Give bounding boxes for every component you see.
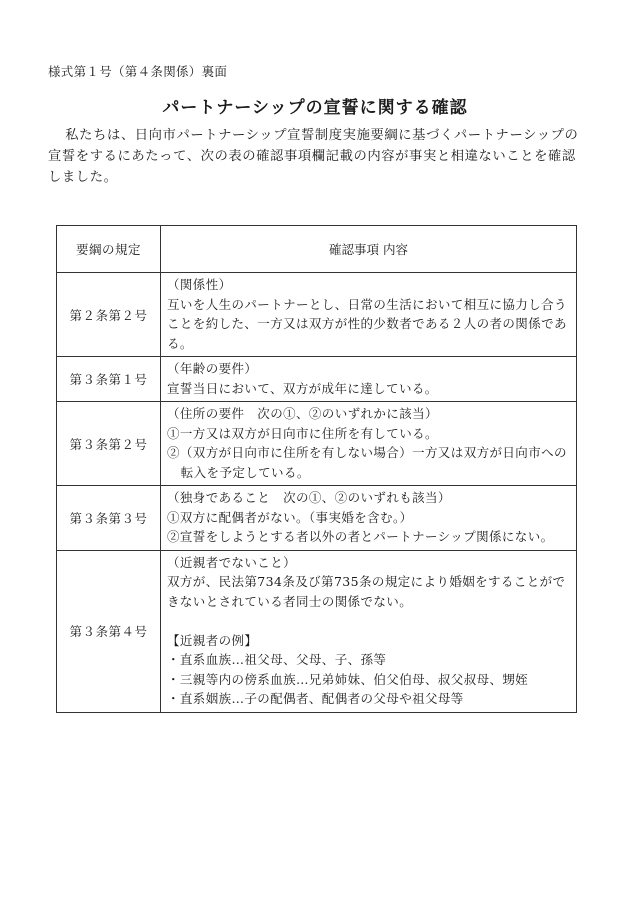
intro-paragraph: 私たちは、日向市パートナーシップ宣誓制度実施要綱に基づくパートナーシップの宣誓をするにあたって、次の表の確認事項欄記載の内容が事実と相違ないことを確認しました。 (48, 128, 579, 185)
table-row (57, 402, 577, 486)
item-line: ②（双方が日向市に住所を有しない場合）一方又は双方が日向市への転入を予定している。 (167, 445, 567, 480)
rule-cell: 第２条第２号 (57, 273, 161, 357)
item-heading: （近親者でないこと） (167, 554, 297, 570)
example-item: ・直系姻族…子の配偶者、配偶者の父母や祖父母等 (167, 691, 464, 706)
examples-title: 【近親者の例】 (167, 632, 258, 648)
rule-cell: 第３条第４号 (57, 550, 161, 712)
form-number: 様式第１号（第４条関係）裏面 (48, 64, 228, 79)
header-content-line1: 確認事項 (328, 241, 379, 257)
content-cell (161, 402, 577, 486)
example-item: ・三親等内の傍系血族…兄弟姉妹、伯父伯母、叔父叔母、甥姪 (167, 671, 529, 687)
item-line: 宣誓当日において、双方が成年に達している。 (167, 380, 438, 396)
rule-cell: 第３条第１号 (57, 357, 161, 402)
item-heading: （独身であること 次の①、②のいずれも該当） (167, 490, 451, 505)
item-line: 互いを人生のパートナーとし、日常の生活において相互に協力し合うことを約した、一方又は双方が性的少数者である２人の者の関係である。 (167, 296, 567, 351)
header-rule: 要綱の規定 (57, 226, 161, 273)
rule-cell: 第３条第３号 (57, 486, 161, 551)
table-row (57, 486, 577, 551)
content-cell (161, 486, 577, 551)
item-line: 双方が、民法第734条及び第735条の規定により婚姻をすることができないとされている者同士の関係でない。 (167, 574, 566, 609)
example-item: ・直系血族…祖父母、父母、子、孫等 (167, 652, 387, 667)
table-row (57, 357, 577, 402)
item-line: ②宣誓をしようとする者以外の者とパートナーシップ関係にない。 (167, 529, 554, 544)
document-title: パートナーシップの宣誓に関する確認 (162, 98, 468, 118)
header-content (161, 226, 577, 273)
header-content-line2: 内容 (382, 241, 408, 257)
item-line: ①双方に配偶者がない。（事実婚を含む。） (167, 509, 413, 525)
confirmation-table (56, 225, 577, 713)
item-heading: （住所の要件 次の①、②のいずれかに該当） (167, 406, 438, 421)
table-row (57, 550, 577, 712)
content-cell (161, 273, 577, 357)
spacer (167, 611, 570, 631)
item-heading: （年齢の要件） (167, 361, 258, 376)
table-header-row (57, 226, 577, 273)
content-cell (161, 550, 577, 712)
table-row (57, 273, 577, 357)
item-heading: （関係性） (167, 277, 232, 292)
rule-cell: 第３条第２号 (57, 402, 161, 486)
content-cell (161, 357, 577, 402)
item-line: ①一方又は双方が日向市に住所を有している。 (167, 425, 438, 441)
